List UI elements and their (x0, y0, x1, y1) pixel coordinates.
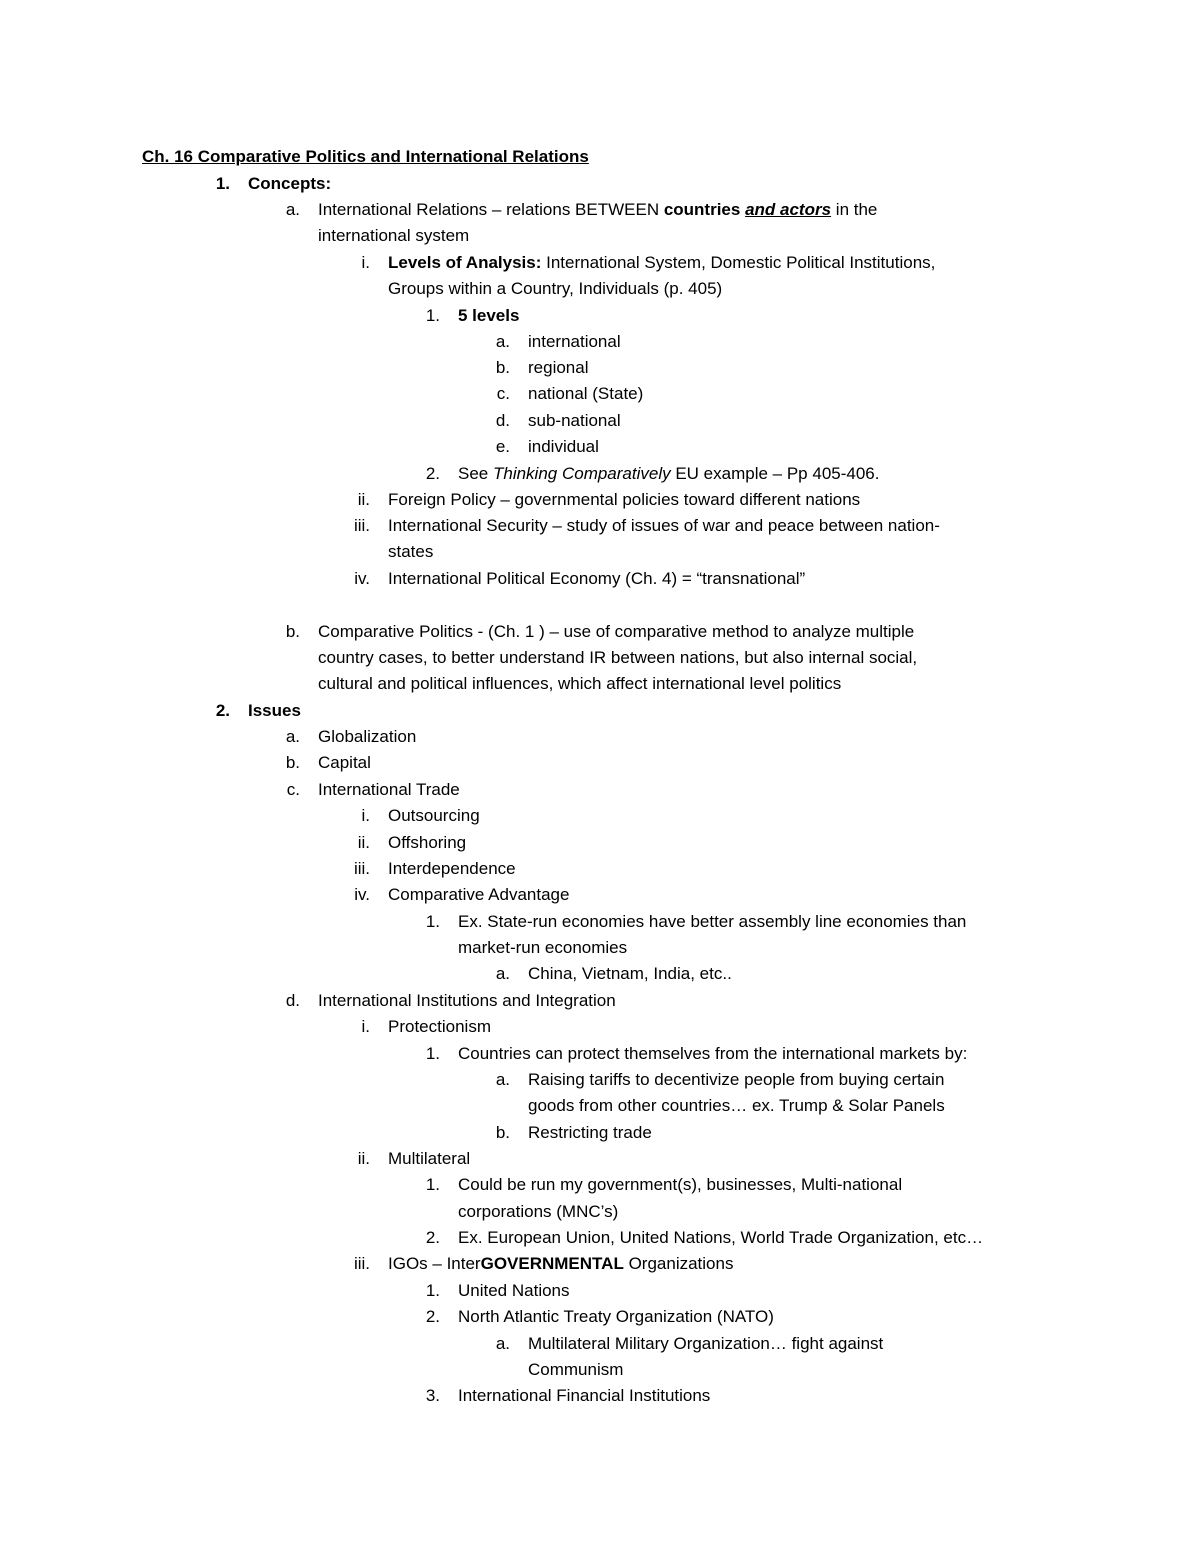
item-2d-ii-marker: ii. (357, 1149, 370, 1168)
item-2c-iv-marker: iv. (354, 885, 370, 904)
item-2c-iv-1-marker: 1. (425, 912, 440, 931)
item-1a-i-2-text (458, 461, 879, 487)
item-2a-text: Globalization (318, 727, 417, 746)
item-2c-iv-1-a-text: China, Vietnam, India, etc.. (528, 964, 732, 983)
item-2d-marker: d. (285, 991, 300, 1010)
item-1a-iii-marker: iii. (353, 516, 370, 535)
item-1b-line2: country cases, to better understand IR between nations, but also internal social, (318, 648, 918, 667)
item-1a-iv-text: International Political Economy (Ch. 4) = “transnational” (388, 569, 806, 588)
item-1b-line3: cultural and political influences, which affect international level politics (318, 674, 842, 693)
item-1a-ii-text: Foreign Policy – governmental policies toward different nations (388, 490, 861, 509)
item-2c-ii-text: Offshoring (388, 833, 467, 852)
item-2d-i-1-marker: 1. (425, 1044, 440, 1063)
item-1a-i-1-label: 5 levels (458, 306, 520, 325)
item-1a-iv-marker: iv. (354, 569, 370, 588)
item-2b-marker: b. (285, 753, 300, 772)
level-item-marker: a. (495, 332, 510, 351)
item-2d-ii-1-line2: corporations (MNC’s) (458, 1202, 619, 1221)
item-1a-line1-pre: International Relations – relations BETWEEN (318, 200, 664, 219)
item-2a-marker: a. (285, 727, 300, 746)
item-2c-i-text: Outsourcing (388, 806, 480, 825)
item-2d-i-1-b-marker: b. (495, 1123, 510, 1142)
item-2c-iv-1-a-marker: a. (495, 964, 510, 983)
item-2d-i-1-text: Countries can protect themselves from the international markets by: (458, 1044, 968, 1063)
item-1a-line2: international system (318, 226, 470, 245)
item-2d-iii-2-a-line1: Multilateral Military Organization… fight against (528, 1334, 884, 1353)
item-1a-line1-post: in the (831, 200, 878, 219)
level-item-marker: d. (495, 411, 510, 430)
item-2c-iv-1-line2: market-run economies (458, 938, 628, 957)
item-2c-ii-marker: ii. (357, 833, 370, 852)
item-1a-line1 (318, 197, 877, 223)
item-2d-iii-2-a-marker: a. (495, 1334, 510, 1353)
item-1a-iii-line1: International Security – study of issues of war and peace between nation- (388, 516, 940, 535)
item-2d-ii-2-text: Ex. European Union, United Nations, World Trade Organization, etc… (458, 1228, 984, 1247)
item-2d-iii-3-marker: 3. (425, 1386, 440, 1405)
item-2d-ii-text: Multilateral (388, 1149, 471, 1168)
item-2d-i-marker: i. (361, 1017, 370, 1036)
item-2d-iii-pre: IGOs – Inter (388, 1254, 481, 1273)
item-2d-iii-post: Organizations (623, 1254, 734, 1273)
section-1-marker: 1. (215, 174, 230, 193)
item-2c-i-marker: i. (361, 806, 370, 825)
item-2c-iv-1-line1: Ex. State-run economies have better assembly line economies than (458, 912, 967, 931)
item-2d-i-1-a-line2: goods from other countries… ex. Trump & Solar Panels (528, 1096, 945, 1115)
level-item-text: national (State) (528, 384, 644, 403)
item-2d-iii-2-marker: 2. (425, 1307, 440, 1326)
level-item-marker: b. (495, 358, 510, 377)
levels-of-analysis-label: Levels of Analysis: (388, 253, 542, 272)
item-2b-text: Capital (318, 753, 371, 772)
item-2d-i-1-b-text: Restricting trade (528, 1123, 652, 1142)
level-item-marker: c. (496, 384, 510, 403)
level-item-text: sub-national (528, 411, 621, 430)
item-2d-ii-2-marker: 2. (425, 1228, 440, 1247)
level-item-text: individual (528, 437, 599, 456)
item-2d-iii-3-text: International Financial Institutions (458, 1386, 711, 1405)
level-item-text: international (528, 332, 621, 351)
item-2c-iii-marker: iii. (353, 859, 370, 878)
item-1a-i-2-marker: 2. (425, 464, 440, 483)
item-2d-iii-1-marker: 1. (425, 1281, 440, 1300)
item-2d-i-1-a-line1: Raising tariffs to decentivize people from buying certain (528, 1070, 945, 1089)
item-2c-iv-text: Comparative Advantage (388, 885, 570, 904)
item-1a-i-marker: i. (361, 253, 370, 272)
item-1a-i-line1 (388, 250, 935, 276)
item-2c-text: International Trade (318, 780, 460, 799)
item-2d-iii-marker: iii. (353, 1254, 370, 1273)
item-1a-i-2-post: EU example – Pp 405-406. (670, 464, 880, 483)
level-item-marker: e. (495, 437, 510, 456)
document-title: Ch. 16 Comparative Politics and International Relations (142, 147, 589, 166)
section-1-label: Concepts: (248, 174, 332, 193)
section-2-marker: 2. (215, 701, 230, 720)
item-1a-ii-marker: ii. (357, 490, 370, 509)
item-2d-text: International Institutions and Integration (318, 991, 616, 1010)
item-1b-line1: Comparative Politics - (Ch. 1 ) – use of comparative method to analyze multiple (318, 622, 915, 641)
item-1b-marker: b. (285, 622, 300, 641)
level-item-text: regional (528, 358, 589, 377)
item-2d-i-text: Protectionism (388, 1017, 491, 1036)
item-2d-iii-2-text: North Atlantic Treaty Organization (NATO) (458, 1307, 774, 1326)
item-1a-i-rest: International System, Domestic Political Institutions, (541, 253, 936, 272)
item-1a-bold: countries (663, 200, 746, 219)
item-2d-iii-2-a-line2: Communism (528, 1360, 624, 1379)
item-1a-i-2-pre: See (458, 464, 493, 483)
item-2d-iii-bold: GOVERNMENTAL (480, 1254, 624, 1273)
thinking-comparatively-title: Thinking Comparatively (492, 464, 671, 483)
item-2c-iii-text: Interdependence (388, 859, 516, 878)
item-2c-marker: c. (286, 780, 300, 799)
item-2d-i-1-a-marker: a. (495, 1070, 510, 1089)
item-1a-emphasis: and actors (745, 200, 832, 219)
section-2-label: Issues (248, 701, 301, 720)
item-1a-i-1-marker: 1. (425, 306, 440, 325)
item-2d-ii-1-line1: Could be run my government(s), businesses, Multi-national (458, 1175, 903, 1194)
item-1a-marker: a. (285, 200, 300, 219)
item-2d-iii-1-text: United Nations (458, 1281, 570, 1300)
item-1a-iii-line2: states (388, 542, 434, 561)
item-2d-iii-text (388, 1251, 733, 1277)
item-1a-i-line2: Groups within a Country, Individuals (p. 405) (388, 279, 723, 298)
item-2d-ii-1-marker: 1. (425, 1175, 440, 1194)
